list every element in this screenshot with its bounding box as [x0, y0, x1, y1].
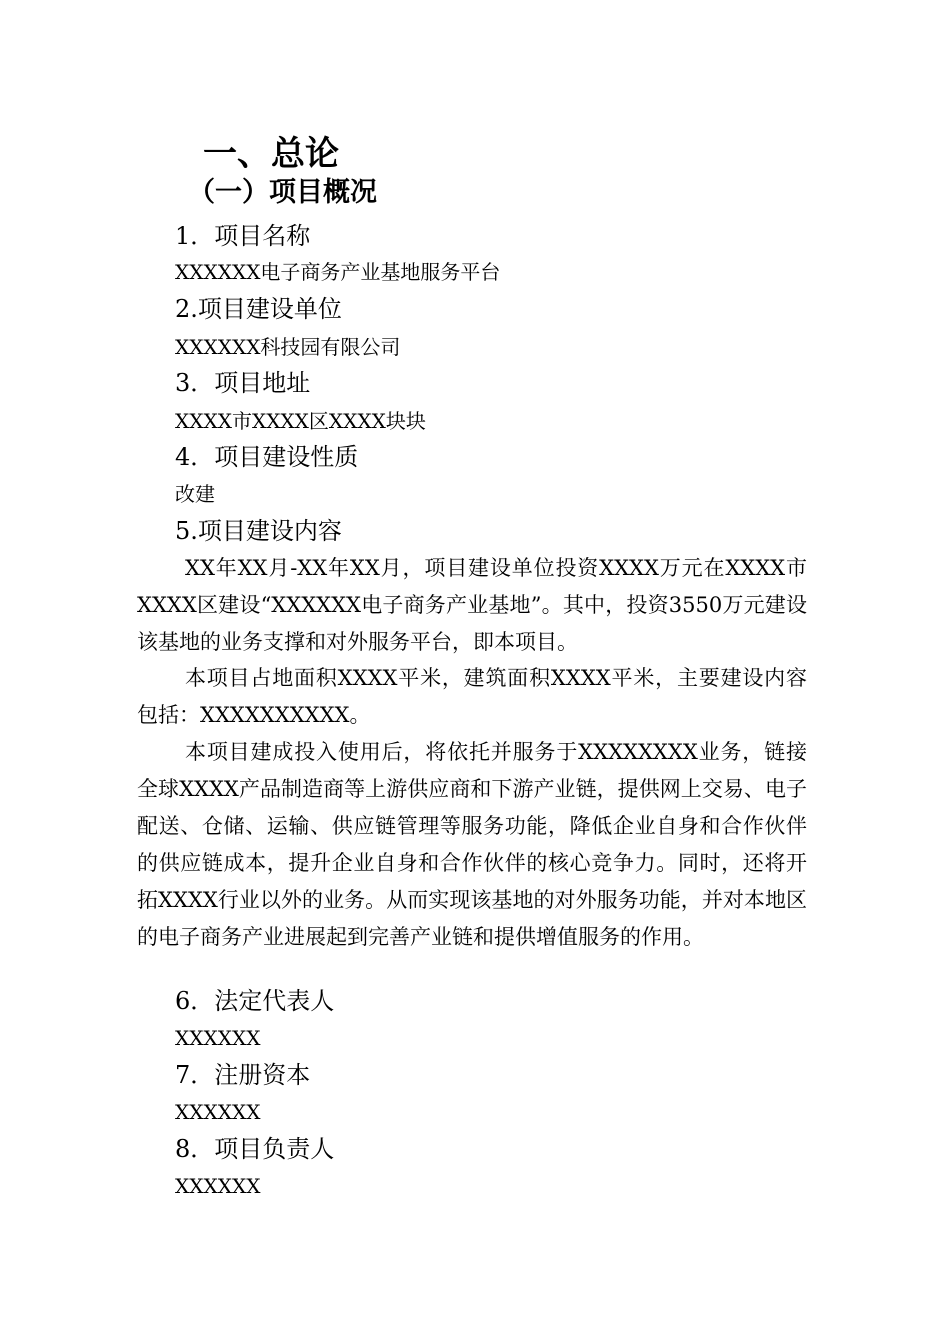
item-value-construction-nature: 改建 — [175, 482, 215, 506]
item-heading-registered-capital: 7．注册资本 — [175, 1061, 311, 1089]
item-heading-project-address: 3．项目地址 — [175, 369, 311, 397]
item-value-registered-capital: XXXXXX — [175, 1100, 261, 1124]
item-value-project-leader: XXXXXX — [175, 1174, 261, 1198]
content-paragraph-3: 本项目建成投入使用后，将依托并服务于XXXXXXXX业务，链接全球XXXX产品制造商等上游供应商和下游产业链，提供网上交易、电子配送、仓储、运输、供应链管理等服务功能，降低企业自身和合作伙伴的供应链成本，提升企业自身和合作伙伴的核心竞争力。同时，还将开拓XXXX行业以外的业务。从而实现该基地的对外服务功能，并对本地区的电子商务产业进展起到完善产业链和提供增值服务的作用。 — [137, 740, 807, 949]
content-paragraph-2: 本项目占地面积XXXX平米，建筑面积XXXX平米，主要建设内容包括：XXXXXXXXXX。 — [137, 666, 807, 727]
item-heading-project-name: 1．项目名称 — [175, 222, 311, 250]
item-value-project-address: XXXX市XXXX区XXXX块块 — [175, 409, 426, 433]
item-value-construction-unit: XXXXXX科技园有限公司 — [175, 335, 401, 359]
item-value-legal-representative: XXXXXX — [175, 1026, 261, 1050]
item-heading-construction-unit: 2.项目建设单位 — [175, 295, 342, 323]
item-value-project-name: XXXXXX电子商务产业基地服务平台 — [175, 260, 501, 284]
item-heading-construction-nature: 4．项目建设性质 — [175, 443, 359, 471]
section-title: （一）项目概况 — [188, 177, 377, 208]
item-heading-legal-representative: 6．法定代表人 — [175, 987, 335, 1015]
item-heading-construction-content: 5.项目建设内容 — [175, 517, 342, 545]
item-heading-project-leader: 8．项目负责人 — [175, 1135, 335, 1163]
chapter-title: 一、总论 — [203, 134, 339, 174]
content-paragraph-1: XX年XX月-XX年XX月，项目建设单位投资XXXX万元在XXXX市XXXX区建设“XXXXXX电子商务产业基地”。其中，投资3550万元建设该基地的业务支撑和对外服务平台，即本项目。 — [137, 556, 807, 654]
